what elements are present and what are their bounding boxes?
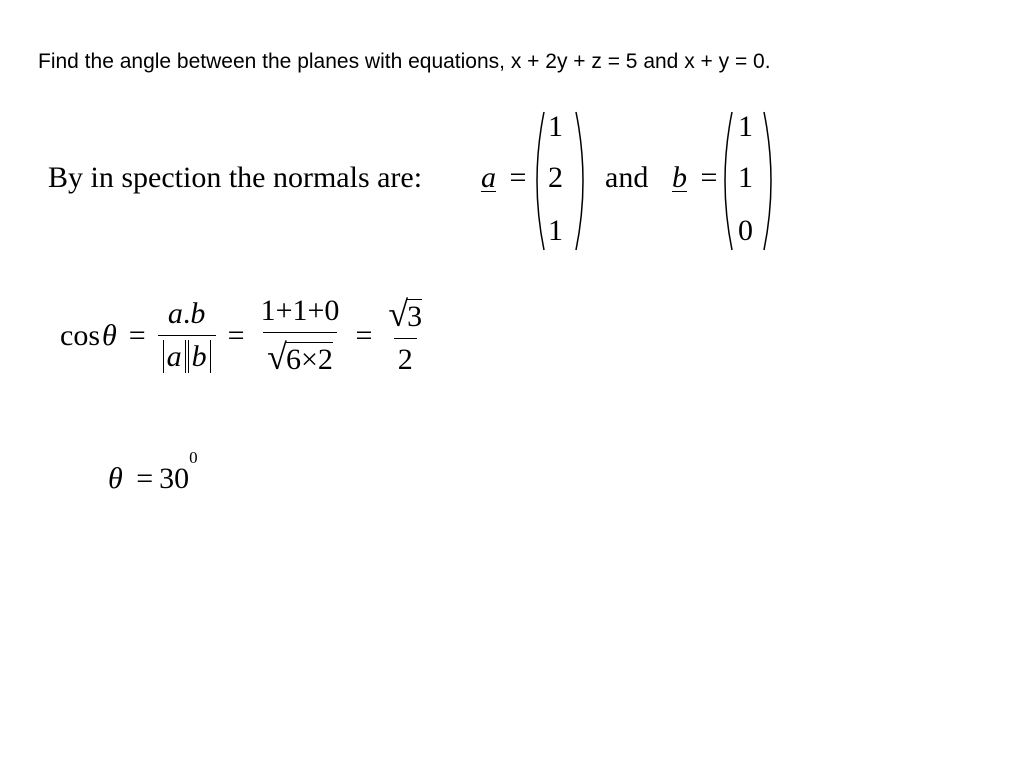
- radicand-6x2: 6×2: [285, 343, 333, 376]
- numerator-a: a: [167, 297, 183, 330]
- result-value: 30: [159, 462, 190, 495]
- normals-intro-text: By in spection the normals are:: [48, 161, 423, 194]
- radical-sign-1: √: [267, 337, 287, 377]
- sqrt-6x2: [267, 339, 333, 375]
- vector-a-entry-3: 1: [548, 214, 563, 247]
- result-numerator: [384, 296, 426, 338]
- and-word: and: [605, 161, 649, 194]
- cos-equals-2: =: [227, 318, 245, 352]
- magnitude-b: b: [188, 340, 211, 373]
- vector-a-entry-1: 1: [548, 110, 563, 143]
- result-line: [108, 448, 198, 495]
- vector-a-label: [481, 163, 526, 193]
- vector-a-equals: =: [509, 161, 527, 194]
- sqrt-3: [388, 296, 422, 332]
- result-theta: θ: [108, 462, 123, 495]
- vector-a-symbol: a: [481, 161, 496, 194]
- cos-theta: θ: [102, 318, 117, 352]
- numerator-dot: .: [182, 297, 191, 330]
- result-superscript: 0: [189, 448, 198, 467]
- dot-product-fraction: [158, 299, 216, 372]
- numeric-fraction: [257, 296, 344, 375]
- numerator-b: b: [190, 297, 206, 330]
- magnitude-denominator: [158, 335, 216, 372]
- cos-function: cos: [60, 318, 100, 352]
- numeric-denominator: [263, 332, 337, 375]
- vector-b-equals: =: [700, 161, 718, 194]
- cos-equals-1: =: [128, 318, 146, 352]
- numeric-numerator: 1+1+0: [260, 294, 340, 327]
- cos-equals-3: =: [355, 318, 373, 352]
- vector-b-entry-2: 1: [738, 161, 753, 194]
- vector-b-entry-3: 0: [738, 214, 753, 247]
- dot-product-numerator: [164, 299, 210, 335]
- normals-intro-line: [48, 163, 422, 193]
- result-denominator: 2: [394, 338, 417, 375]
- vector-b-symbol: b: [672, 161, 687, 194]
- vector-b-entry-1: 1: [738, 110, 753, 143]
- vector-b-label: [672, 163, 717, 193]
- result-equals: =: [136, 462, 154, 495]
- radicand-3: 3: [407, 300, 423, 333]
- result-fraction: [384, 296, 426, 375]
- magnitude-a: a: [163, 340, 186, 373]
- cosine-equation: [60, 296, 426, 375]
- question-text: Find the angle between the planes with equations, x + 2y + z = 5 and x + y = 0.: [38, 50, 771, 73]
- radical-sign-2: √: [388, 294, 409, 334]
- vector-a-entry-2: 2: [548, 161, 563, 194]
